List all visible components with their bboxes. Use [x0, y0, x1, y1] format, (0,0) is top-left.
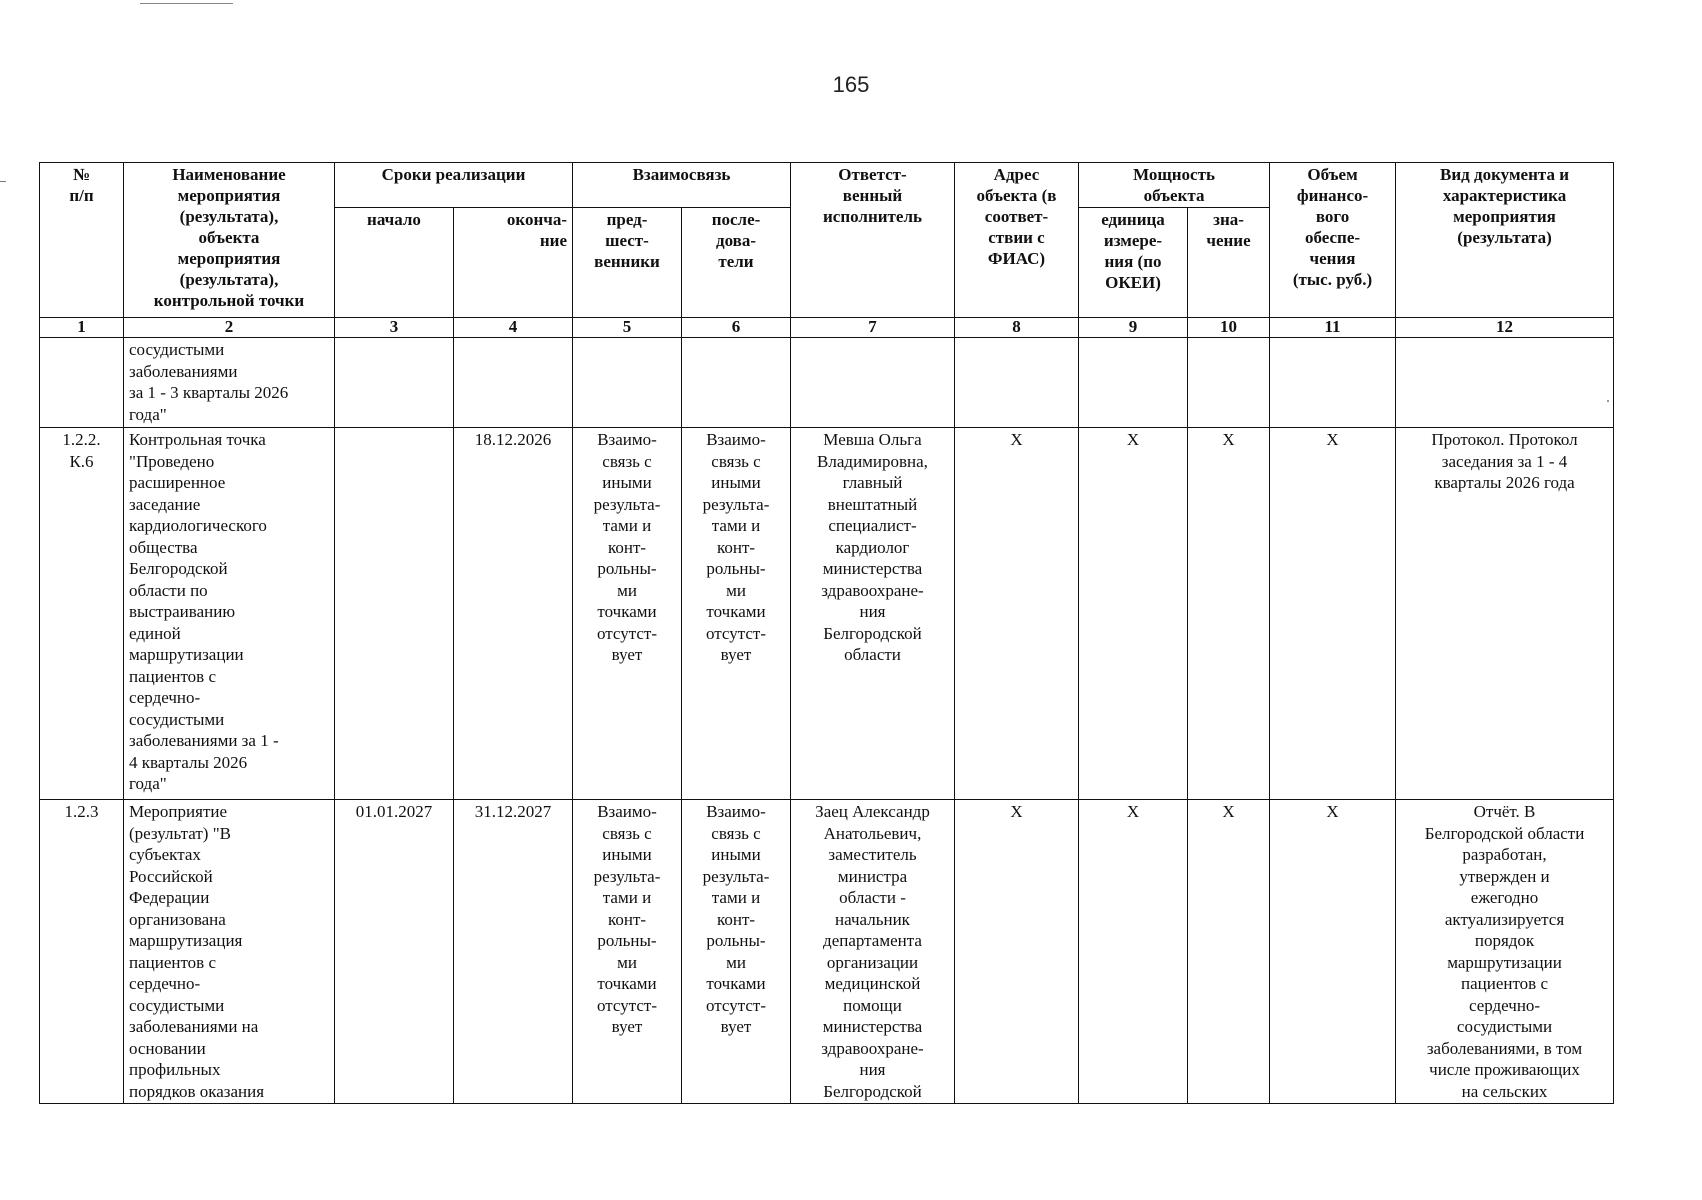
header-capacity: Мощность объекта — [1079, 163, 1270, 208]
header-volume: Объем финансо- вого обеспе- чения (тыс. руб.) — [1270, 163, 1396, 318]
row-address: X — [955, 800, 1079, 1104]
row-start — [335, 338, 454, 428]
row-end: 31.12.2027 — [454, 800, 573, 1104]
header-terms-start: начало — [335, 208, 454, 318]
table-row — [40, 428, 1614, 800]
row-predecessors: Взаимо- связь с иными результа- тами и конт- рольны- ми точками отсутст- вует — [573, 428, 682, 800]
row-predecessors: Взаимо- связь с иными результа- тами и конт- рольны- ми точками отсутст- вует — [573, 800, 682, 1104]
header-link-succ: после- дова- тели — [682, 208, 791, 318]
column-number: 7 — [791, 318, 955, 338]
row-doc: Отчёт. В Белгородской области разработан, утвержден и ежегодно актуализируется порядок маршрутизации пациентов с сердечно- сосудистыми заболеваниями, в том числе проживающих на сельских — [1396, 800, 1614, 1104]
row-unit: X — [1079, 428, 1188, 800]
row-successors: Взаимо- связь с иными результа- тами и конт- рольны- ми точками отсутст- вует — [682, 800, 791, 1104]
row-responsible — [791, 338, 955, 428]
row-start: 01.01.2027 — [335, 800, 454, 1104]
column-number: 9 — [1079, 318, 1188, 338]
header-link: Взаимосвязь — [573, 163, 791, 208]
row-value: X — [1188, 800, 1270, 1104]
table-row — [40, 338, 1614, 428]
row-address — [955, 338, 1079, 428]
header-name: Наименование мероприятия (результата), объекта мероприятия (результата), контрольной точки — [124, 163, 335, 318]
header-terms: Сроки реализации — [335, 163, 573, 208]
row-successors — [682, 338, 791, 428]
row-unit — [1079, 338, 1188, 428]
header-row-1 — [40, 163, 1614, 208]
row-predecessors — [573, 338, 682, 428]
activity-table — [39, 162, 1614, 1104]
row-value — [1188, 338, 1270, 428]
row-name: Контрольная точка "Проведено расширенное заседание кардиологического общества Белгородской области по выстраиванию единой маршрутизации пациентов с сердечно- сосудистыми заболеваниями за 1 - 4 кварталы 2026 года" — [124, 428, 335, 800]
row-end: 18.12.2026 — [454, 428, 573, 800]
row-volume: X — [1270, 800, 1396, 1104]
row-start — [335, 428, 454, 800]
column-number: 3 — [335, 318, 454, 338]
header-address: Адрес объекта (в соответ- ствии с ФИАС) — [955, 163, 1079, 318]
header-responsible: Ответст- венный исполнитель — [791, 163, 955, 318]
column-number: 11 — [1270, 318, 1396, 338]
column-number: 2 — [124, 318, 335, 338]
row-volume — [1270, 338, 1396, 428]
column-number: 10 — [1188, 318, 1270, 338]
row-doc — [1396, 338, 1614, 428]
column-number: 1 — [40, 318, 124, 338]
column-number: 6 — [682, 318, 791, 338]
row-num: 1.2.2. К.6 — [40, 428, 124, 800]
header-capacity-unit: единица измере- ния (по ОКЕИ) — [1079, 208, 1188, 318]
column-number: 12 — [1396, 318, 1614, 338]
header-doc-type: Вид документа и характеристика мероприятия (результата) — [1396, 163, 1614, 318]
row-value: X — [1188, 428, 1270, 800]
row-unit: X — [1079, 800, 1188, 1104]
row-volume: X — [1270, 428, 1396, 800]
column-number: 4 — [454, 318, 573, 338]
header-terms-end: оконча- ние — [454, 208, 573, 318]
row-responsible: Мевша Ольга Владимировна, главный внештатный специалист- кардиолог министерства здравоохране- ния Белгородской области — [791, 428, 955, 800]
row-end — [454, 338, 573, 428]
column-number-row — [40, 318, 1614, 338]
margin-mark — [0, 181, 6, 182]
page-number: 165 — [832, 72, 870, 97]
row-successors: Взаимо- связь с иными результа- тами и конт- рольны- ми точками отсутст- вует — [682, 428, 791, 800]
row-name: сосудистыми заболеваниями за 1 - 3 кварталы 2026 года" — [124, 338, 335, 428]
column-number: 5 — [573, 318, 682, 338]
top-rule — [140, 3, 233, 4]
header-capacity-value: зна- чение — [1188, 208, 1270, 318]
header-num: № п/п — [40, 163, 124, 318]
header-link-pred: пред- шест- венники — [573, 208, 682, 318]
row-name: Мероприятие (результат) "В субъектах Российской Федерации организована маршрутизация пациентов с сердечно- сосудистыми заболеваниями на основании профильных порядков оказания — [124, 800, 335, 1104]
column-number: 8 — [955, 318, 1079, 338]
table-row — [40, 800, 1614, 1104]
row-doc: Протокол. Протокол заседания за 1 - 4 кварталы 2026 года — [1396, 428, 1614, 800]
row-num — [40, 338, 124, 428]
row-responsible: Заец Александр Анатольевич, заместитель министра области - начальник департамента организации медицинской помощи министерства здравоохране- ния Белгородской — [791, 800, 955, 1104]
row-address: X — [955, 428, 1079, 800]
row-num: 1.2.3 — [40, 800, 124, 1104]
